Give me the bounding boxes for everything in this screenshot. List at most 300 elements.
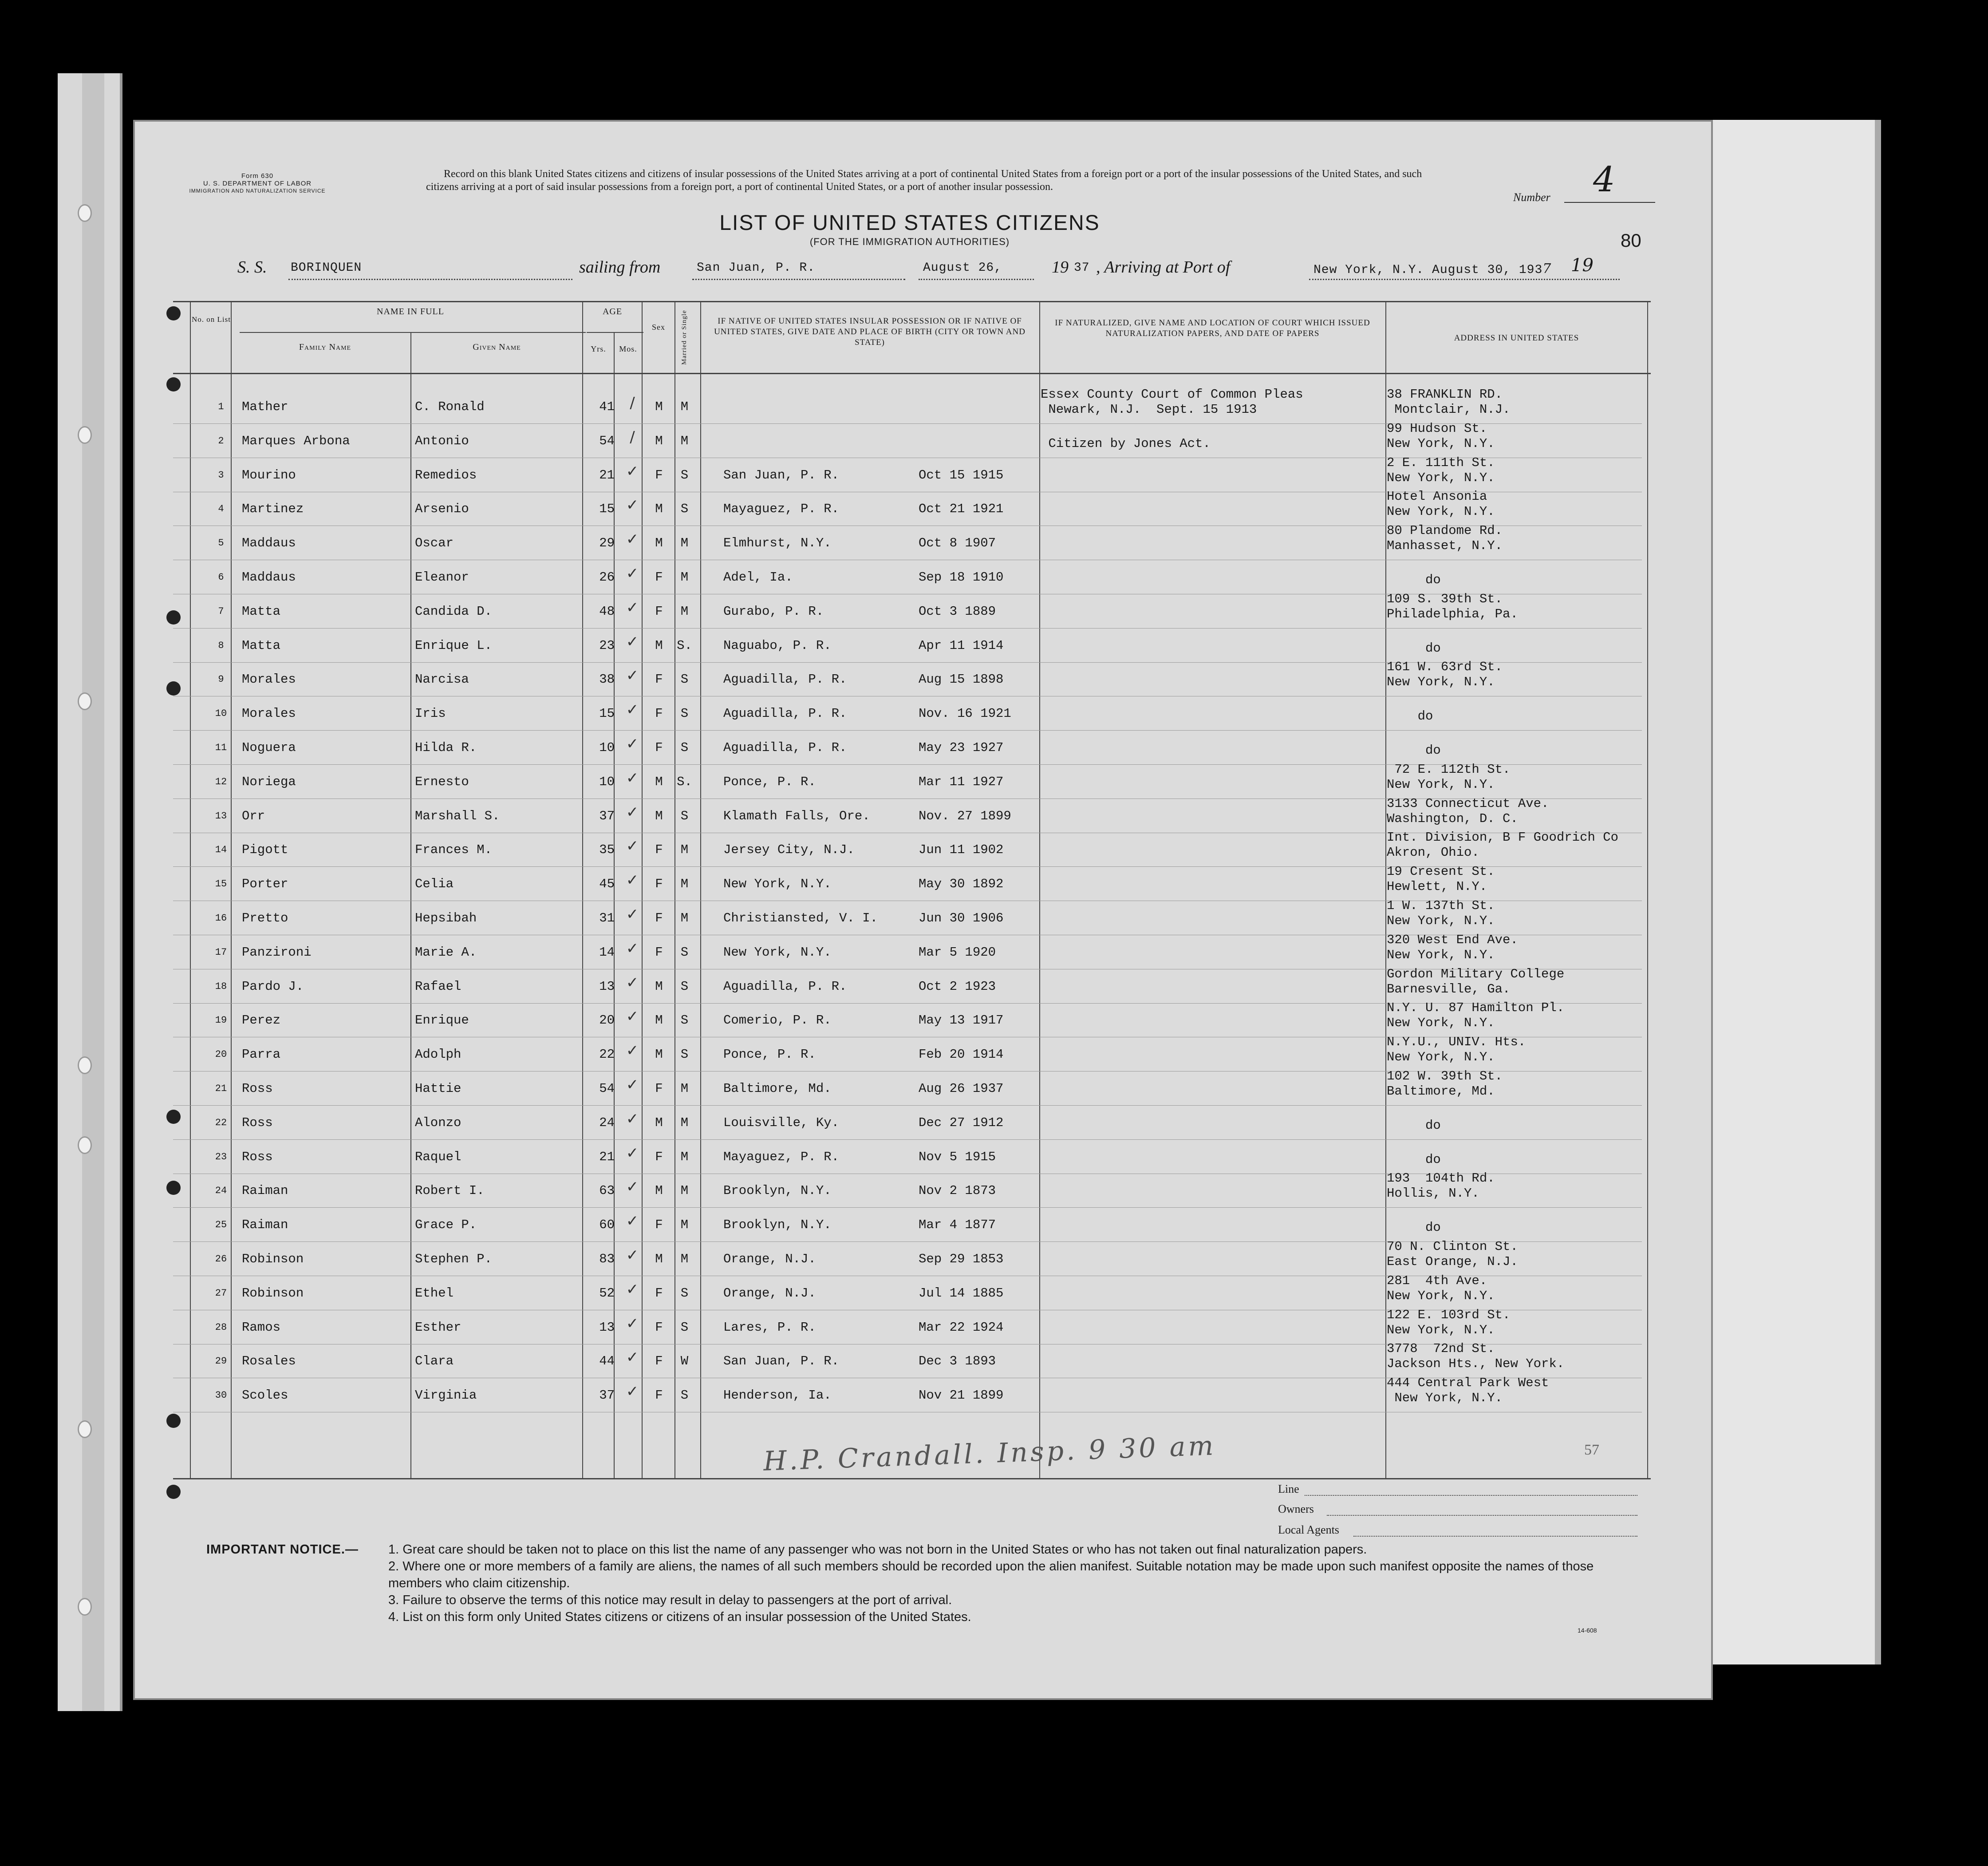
given-name: Remedios (415, 468, 477, 482)
given-name: Grace P. (415, 1218, 477, 1232)
sex: F (655, 1286, 663, 1301)
us-address (1387, 1069, 1503, 1099)
sex: F (655, 1388, 663, 1403)
binder-hole (78, 204, 92, 222)
address-line: 19 Cresent St. (1387, 864, 1495, 879)
age-years: 54 (599, 1081, 615, 1096)
given-name: Hepsibah (415, 911, 477, 925)
us-address (1387, 1205, 1441, 1235)
age-years: 21 (599, 468, 615, 482)
table-row (0, 523, 1988, 561)
table-row (0, 455, 1988, 493)
notice-item-1: 1. Great care should be taken not to place on this list the name of any passenger who was not born in the United States or who has not taken out final naturalization papers. (388, 1542, 1367, 1557)
given-name: Adolph (415, 1047, 462, 1062)
age-years: 24 (599, 1115, 615, 1130)
sex: M (655, 775, 663, 789)
form-number: Form 630 (241, 172, 274, 180)
age-months-mark: ✓ (626, 1383, 639, 1400)
marital-status: M (680, 1150, 689, 1164)
us-address (1387, 1341, 1564, 1372)
age-months-mark: ✓ (626, 871, 639, 889)
us-address (1387, 898, 1495, 929)
date-of-birth: Oct 8 1907 (919, 536, 996, 550)
sex: M (655, 979, 663, 994)
row-number: 14 (215, 844, 227, 855)
header-bottom-rule (173, 373, 1651, 374)
us-address (1387, 592, 1518, 622)
form-instructions: Record on this blank United States citizens and citizens of insular possessions of the United States arriving at a port of continental United States from a foreign port or a port of the insular possessions of the United States, and such citizens arriving at a port of said insular possessions from a foreign port, a port of continental United States, or a port of another insular possession. (426, 168, 1422, 193)
address-line: Philadelphia, Pa. (1387, 607, 1518, 621)
marital-status: S (680, 502, 689, 516)
age-years: 37 (599, 1388, 615, 1403)
given-name: Enrique L. (415, 638, 493, 653)
marital-status: W (680, 1354, 689, 1368)
given-name: Hilda R. (415, 740, 477, 755)
address-line: do (1387, 743, 1441, 758)
address-line (1387, 1103, 1441, 1118)
date-of-birth: Oct 2 1923 (919, 979, 996, 994)
age-years: 14 (599, 945, 615, 960)
us-address (1387, 1000, 1564, 1031)
address-line: Barnesville, Ga. (1387, 982, 1511, 996)
address-line: 109 S. 39th St. (1387, 592, 1503, 606)
age-years: 15 (599, 706, 615, 721)
address-line (1387, 694, 1433, 709)
owners-dotline (1327, 1515, 1637, 1516)
family-name: Pretto (242, 911, 288, 925)
place-of-birth: Brooklyn, N.Y. (723, 1183, 832, 1198)
form-code: 14-608 (1578, 1627, 1597, 1634)
table-bottom-rule (173, 1478, 1651, 1479)
us-address (1387, 523, 1503, 553)
date-of-birth: Nov. 27 1899 (919, 809, 1011, 823)
table-row (0, 387, 1988, 424)
table-row (0, 1000, 1988, 1038)
address-line: New York, N.Y. (1387, 436, 1495, 451)
row-number: 19 (215, 1015, 227, 1026)
punch-mark (166, 377, 181, 391)
address-line: Gordon Military College (1387, 967, 1565, 981)
marital-status: M (680, 1252, 689, 1266)
us-address (1387, 489, 1495, 519)
address-line: Akron, Ohio. (1387, 845, 1479, 860)
row-number: 6 (218, 572, 224, 583)
ship-name: BORINQUEN (291, 261, 362, 275)
punch-mark (166, 306, 181, 320)
family-name: Noguera (242, 740, 296, 755)
table-row (0, 898, 1988, 936)
given-name: Virginia (415, 1388, 477, 1403)
marital-status: S (680, 672, 689, 687)
sex: M (655, 1047, 663, 1062)
age-months-mark: ✓ (626, 1076, 639, 1094)
marital-status: M (680, 1115, 689, 1130)
marital-status: M (680, 536, 689, 550)
us-address (1387, 1239, 1518, 1269)
address-line: Baltimore, Md. (1387, 1084, 1495, 1099)
address-line: 161 W. 63rd St. (1387, 660, 1503, 674)
place-of-birth: Henderson, Ia. (723, 1388, 832, 1403)
age-years: 63 (599, 1183, 615, 1198)
family-name: Porter (242, 877, 288, 891)
place-of-birth: Klamath Falls, Ore. (723, 809, 870, 823)
date-of-birth: Aug 26 1937 (919, 1081, 1004, 1096)
table-row (0, 561, 1988, 595)
age-years: 13 (599, 979, 615, 994)
family-name: Mourino (242, 468, 296, 482)
sailing-date: August 26, (923, 261, 1002, 275)
address-line: do (1387, 1152, 1441, 1167)
given-name: Hattie (415, 1081, 462, 1096)
table-row (0, 933, 1988, 970)
given-name: Oscar (415, 536, 454, 550)
age-years: 26 (599, 570, 615, 585)
family-name: Orr (242, 809, 265, 823)
family-name: Ramos (242, 1320, 281, 1335)
date-of-birth: May 13 1917 (919, 1013, 1004, 1028)
family-name: Robinson (242, 1286, 304, 1301)
sex: M (655, 1183, 663, 1198)
age-years: 15 (599, 502, 615, 516)
address-line: Jackson Hts., New York. (1387, 1356, 1565, 1371)
marital-status: S (680, 706, 689, 721)
given-name: Iris (415, 706, 446, 721)
family-name: Matta (242, 638, 281, 653)
sex: M (655, 809, 663, 823)
table-row (0, 1035, 1988, 1072)
address-line: East Orange, N.J. (1387, 1254, 1518, 1269)
row-number: 17 (215, 947, 227, 958)
sex: F (655, 468, 663, 482)
place-of-birth: Naguabo, P. R. (723, 638, 832, 653)
marital-status: S. (677, 638, 692, 653)
marital-status: S. (677, 775, 692, 789)
service: IMMIGRATION AND NATURALIZATION SERVICE (189, 188, 326, 194)
age-years: 10 (599, 740, 615, 755)
age-months-mark: ✓ (626, 1008, 639, 1025)
age-years: 20 (599, 1013, 615, 1028)
place-of-birth: Adel, Ia. (723, 570, 793, 585)
row-number: 1 (218, 401, 224, 412)
age-months-mark: ✓ (626, 940, 639, 957)
arrival-dotline (1309, 279, 1620, 280)
place-of-birth: Lares, P. R. (723, 1320, 816, 1335)
address-line: Hewlett, N.Y. (1387, 879, 1487, 894)
address-line: N.Y. U. 87 Hamilton Pl. (1387, 1000, 1565, 1015)
age-years: 41 (599, 399, 615, 414)
age-years: 10 (599, 775, 615, 789)
marital-status: M (680, 877, 689, 891)
address-line: New York, N.Y. (1387, 1289, 1495, 1303)
date-dotline (919, 279, 1034, 280)
us-address (1387, 1035, 1526, 1065)
notice-heading: IMPORTANT NOTICE.— (206, 1542, 359, 1557)
family-name: Robinson (242, 1252, 304, 1266)
given-name: Raquel (415, 1150, 462, 1164)
row-number: 26 (215, 1253, 227, 1265)
list-number: 4 (1593, 160, 1615, 200)
date-of-birth: Mar 22 1924 (919, 1320, 1004, 1335)
marital-status: S (680, 1013, 689, 1028)
arrival-year-digit: 7 (1542, 261, 1552, 277)
age-months-mark: ✓ (626, 974, 639, 992)
place-of-birth: Aguadilla, P. R. (723, 706, 847, 721)
age-years: 13 (599, 1320, 615, 1335)
table-row (0, 731, 1988, 765)
us-address (1387, 864, 1495, 894)
place-of-birth: Gurabo, P. R. (723, 604, 824, 619)
page-mark: 57 (1584, 1442, 1599, 1458)
line-dotline (1305, 1495, 1637, 1496)
row-number: 18 (215, 981, 227, 992)
family-name: Raiman (242, 1218, 288, 1232)
address-line: New York, N.Y. (1387, 913, 1495, 928)
row-number: 27 (215, 1288, 227, 1299)
place-of-birth: Mayaguez, P. R. (723, 1150, 840, 1164)
binder-hole (78, 1598, 92, 1616)
us-address (1387, 1376, 1549, 1406)
us-address (1387, 728, 1441, 758)
row-number: 25 (215, 1219, 227, 1230)
address-line: 3133 Connecticut Ave. (1387, 796, 1549, 811)
marital-status: M (680, 842, 689, 857)
address-line (1387, 1205, 1441, 1220)
us-address (1387, 1171, 1495, 1201)
address-line: Int. Division, B F Goodrich Co (1387, 830, 1619, 845)
date-of-birth: Dec 27 1912 (919, 1115, 1004, 1130)
address-line: New York, N.Y. (1387, 675, 1495, 689)
sex: F (655, 1150, 663, 1164)
marital-status: S (680, 468, 689, 482)
naturalization-line: Essex County Court of Common Pleas (1041, 387, 1303, 402)
place-of-birth: Christiansted, V. I. (723, 911, 878, 925)
age-months-mark: ✓ (626, 633, 639, 651)
age-months-mark: / (630, 394, 635, 412)
given-name: Celia (415, 877, 454, 891)
arrival-text: New York, N.Y. August 30, 193 (1314, 263, 1543, 277)
address-line: 320 West End Ave. (1387, 933, 1518, 947)
sex: F (655, 1081, 663, 1096)
row-number: 21 (215, 1083, 227, 1094)
inspector-signature: H.P. Crandall. Insp. 9 30 am (763, 1430, 1217, 1477)
address-line: New York, N.Y. (1387, 777, 1495, 792)
given-name: Antonio (415, 434, 469, 448)
page-title: LIST OF UNITED STATES CITIZENS (719, 211, 1100, 235)
table-row (0, 629, 1988, 663)
ss-label: S. S. (237, 258, 267, 277)
place-of-birth: Aguadilla, P. R. (723, 979, 847, 994)
family-name: Mather (242, 399, 288, 414)
date-of-birth: Jun 11 1902 (919, 842, 1004, 857)
marital-status: M (680, 604, 689, 619)
given-name: Esther (415, 1320, 462, 1335)
number-label: Number (1513, 191, 1550, 204)
label-owners: Owners (1278, 1502, 1314, 1515)
address-line: Washington, D. C. (1387, 811, 1518, 826)
marital-status: S (680, 1320, 689, 1335)
place-of-birth: Aguadilla, P. R. (723, 740, 847, 755)
naturalization-line: Citizen by Jones Act. (1041, 436, 1211, 451)
given-name: Ernesto (415, 775, 469, 789)
us-address (1387, 762, 1510, 792)
given-name: Candida D. (415, 604, 493, 619)
table-row (0, 1171, 1988, 1208)
given-name: Robert I. (415, 1183, 485, 1198)
arriving-label: , Arriving at Port of (1096, 258, 1231, 277)
given-name: Marshall S. (415, 809, 500, 823)
age-years: 31 (599, 911, 615, 925)
sex: M (655, 399, 663, 414)
row-number: 11 (215, 742, 227, 753)
marital-status: M (680, 1081, 689, 1096)
sex: M (655, 638, 663, 653)
age-months-mark: ✓ (626, 1281, 639, 1298)
address-line: Manhasset, N.Y. (1387, 538, 1503, 553)
given-name: Ethel (415, 1286, 454, 1301)
table-row (0, 1376, 1988, 1413)
table-row (0, 864, 1988, 901)
us-address (1387, 660, 1503, 690)
header-address: ADDRESS IN UNITED STATES (1454, 333, 1579, 343)
family-name: Pigott (242, 842, 288, 857)
address-line: New York, N.Y. (1387, 1323, 1495, 1337)
age-years: 45 (599, 877, 615, 891)
age-years: 60 (599, 1218, 615, 1232)
family-name: Perez (242, 1013, 281, 1028)
header-sex: Sex (652, 323, 665, 332)
place-of-birth: San Juan, P. R. (723, 468, 840, 482)
header-family-name: Family Name (299, 342, 351, 352)
address-line (1387, 1137, 1441, 1152)
header-birth: IF NATIVE OF UNITED STATES INSULAR POSSESSION OR IF NATIVE OF UNITED STATES, GIVE DATE AND PLACE OF BIRTH (CITY OR TOWN AND STATE) (714, 316, 1026, 347)
marital-status: M (680, 434, 689, 448)
us-address (1387, 626, 1441, 656)
given-name: Marie A. (415, 945, 477, 960)
marital-status: M (680, 1183, 689, 1198)
name-subrule (240, 332, 586, 333)
year-suffix: 37 (1074, 261, 1090, 275)
age-months-mark: ✓ (626, 565, 639, 582)
sex: F (655, 672, 663, 687)
date-of-birth: Sep 29 1853 (919, 1252, 1004, 1266)
address-line: Montclair, N.J. (1387, 402, 1511, 417)
age-years: 83 (599, 1252, 615, 1266)
from-port: San Juan, P. R. (697, 261, 816, 275)
date-of-birth: Jul 14 1885 (919, 1286, 1004, 1301)
age-months-mark: ✓ (626, 1178, 639, 1196)
date-of-birth: Jun 30 1906 (919, 911, 1004, 925)
row-number: 9 (218, 674, 224, 685)
age-months-mark: ✓ (626, 905, 639, 923)
given-name: Alonzo (415, 1115, 462, 1130)
family-name: Raiman (242, 1183, 288, 1198)
given-name: Eleanor (415, 570, 469, 585)
us-address (1387, 421, 1495, 451)
voyage-line (237, 257, 267, 284)
table-row (0, 1209, 1988, 1242)
table-row (0, 1069, 1988, 1106)
address-line: New York, N.Y. (1387, 1391, 1503, 1405)
address-line: Hollis, N.Y. (1387, 1186, 1479, 1201)
sex: F (655, 945, 663, 960)
address-line: 3778 72nd St. (1387, 1341, 1495, 1356)
age-years: 21 (599, 1150, 615, 1164)
given-name: Stephen P. (415, 1252, 493, 1266)
address-line (1387, 557, 1441, 573)
age-months-mark: ✓ (626, 1042, 639, 1060)
address-line: Hotel Ansonia (1387, 489, 1487, 504)
us-address (1387, 830, 1618, 860)
table-row (0, 796, 1988, 834)
age-months-mark: ✓ (626, 1212, 639, 1230)
place-of-birth: Orange, N.J. (723, 1252, 816, 1266)
row-number: 24 (215, 1185, 227, 1196)
date-of-birth: Nov 21 1899 (919, 1388, 1004, 1403)
family-name: Maddaus (242, 570, 296, 585)
sex: F (655, 1218, 663, 1232)
date-of-birth: Mar 11 1927 (919, 775, 1004, 789)
table-row (0, 660, 1988, 697)
sex: M (655, 536, 663, 550)
header-mos: Mos. (619, 344, 637, 353)
department: U. S. DEPARTMENT OF LABOR (203, 180, 312, 187)
header-name-in-full: NAME IN FULL (377, 307, 444, 316)
age-months-mark: / (630, 428, 635, 446)
age-years: 23 (599, 638, 615, 653)
marital-status: M (680, 911, 689, 925)
place-of-birth: Louisville, Ky. (723, 1115, 840, 1130)
marital-status: S (680, 1388, 689, 1403)
table-row (0, 1239, 1988, 1277)
number-line (1564, 202, 1655, 203)
given-name: Narcisa (415, 672, 469, 687)
family-name: Morales (242, 706, 296, 721)
table-row (0, 421, 1988, 459)
address-line: do (1387, 1220, 1441, 1235)
age-months-mark: ✓ (626, 496, 639, 514)
sex: M (655, 1013, 663, 1028)
address-line: 2 E. 111th St. (1387, 455, 1495, 470)
row-number: 10 (215, 708, 227, 719)
us-address (1387, 387, 1510, 417)
table-row (0, 762, 1988, 799)
table-row (0, 830, 1988, 867)
date-of-birth: Nov 2 1873 (919, 1183, 996, 1198)
marital-status: M (680, 399, 689, 414)
address-line: 1 W. 137th St. (1387, 898, 1495, 913)
age-months-mark: ✓ (626, 1144, 639, 1162)
age-months-mark: ✓ (626, 667, 639, 684)
place-of-birth: Mayaguez, P. R. (723, 502, 840, 516)
age-years: 48 (599, 604, 615, 619)
header-yrs: Yrs. (591, 344, 606, 353)
date-of-birth: Oct 21 1921 (919, 502, 1004, 516)
us-address (1387, 796, 1549, 826)
notice-item-3: 3. Failure to observe the terms of this notice may result in delay to passengers at the port of arrival. (388, 1593, 952, 1607)
table-row (0, 489, 1988, 526)
sex: F (655, 570, 663, 585)
address-line: N.Y.U., UNIV. Hts. (1387, 1035, 1526, 1049)
place-of-birth: Baltimore, Md. (723, 1081, 832, 1096)
family-name: Marques Arbona (242, 434, 350, 448)
notice-item-4: 4. List on this form only United States citizens or citizens of an insular possession of the United States. (388, 1610, 971, 1624)
given-name: Clara (415, 1354, 454, 1368)
date-of-birth: Mar 4 1877 (919, 1218, 996, 1232)
address-line: 38 FRANKLIN RD. (1387, 387, 1503, 402)
table-row (0, 1308, 1988, 1345)
date-of-birth: Nov. 16 1921 (919, 706, 1011, 721)
header-no: No. on List (192, 315, 231, 324)
